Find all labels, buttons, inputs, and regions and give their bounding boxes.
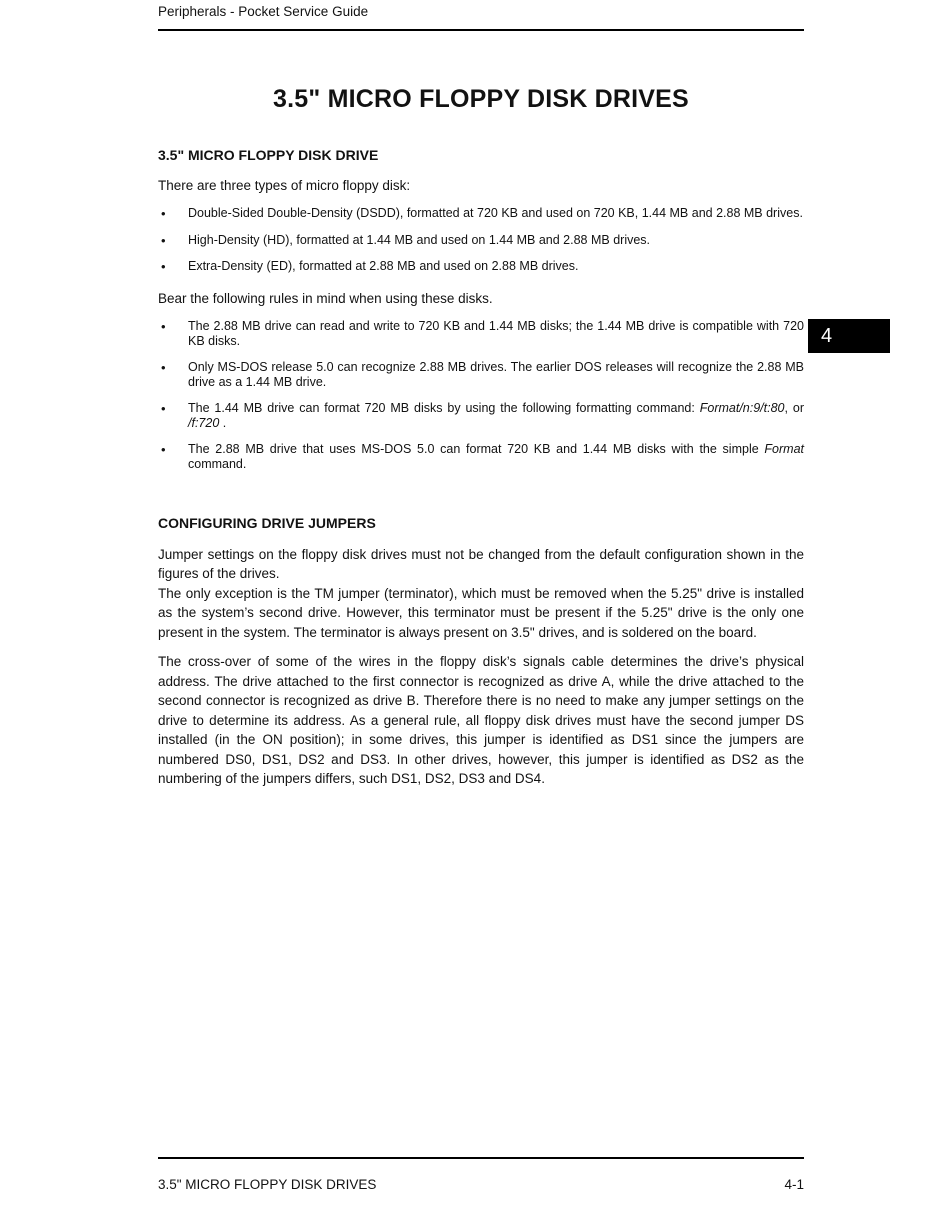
section-heading-jumpers: CONFIGURING DRIVE JUMPERS [158,514,376,531]
page-footer [158,1157,804,1193]
page-number: 4-1 [784,1177,804,1192]
disk-type-list [158,206,804,276]
rules-intro-text: Bear the following rules in mind when using these disks. [158,290,493,306]
list-item-text [188,401,804,432]
format-command: Format/n:9/t:80 [699,400,785,415]
format-command: /f:720 [188,416,220,430]
chapter-number: 4 [821,324,833,347]
rule-text: , or [784,400,804,415]
list-item-text: Extra-Density (ED), formatted at 2.88 MB and used on 2.88 MB drives. [188,259,579,273]
list-item-text: High-Density (HD), formatted at 1.44 MB and used on 1.44 MB and 2.88 MB drives. [188,232,651,247]
bullet-icon [158,442,188,473]
list-item [158,442,804,473]
bullet-icon [158,206,188,223]
list-item-text: The 2.88 MB drive can read and write to 720 KB and 1.44 MB disks; the 1.44 MB drive is compatible with 720 KB disks. [188,318,804,348]
page-content [158,0,804,789]
page-title: 3.5" MICRO FLOPPY DISK DRIVES [273,85,689,113]
rule-text: The 1.44 MB drive can format 720 MB disks by using the following formatting command: [188,400,700,415]
format-command: Format [764,441,804,456]
paragraph: The cross-over of some of the wires in the floppy disk’s signals cable determines the drive’s physical address. The drive attached to the first connector is recognized as drive A, while the drive attached to the second connector is recognized as drive B. Therefore there is no need to make any jumper settings on the drive to determine its address. As a general rule, all floppy disk drives must have the second jumper DS installed (in the ON position); in some drives, this jumper is identified as DS1 since the jumpers are numbered DS0, DS1, DS2 and DS3. In other drives, however, this jumper is identified as DS2 as the numbering of the jumpers differs, such DS1, DS2, DS3 and DS4. [158,654,804,786]
paragraph: The only exception is the TM jumper (terminator), which must be removed when the 5.25" drive is installed as the system’s second drive. However, this terminator must be present if the 5.25" drive is the only one present in the system. The terminator is always present on 3.5" drives, and is soldered on the board. [158,585,804,640]
list-item [158,259,804,276]
footer-title: 3.5" MICRO FLOPPY DISK DRIVES [158,1177,377,1192]
paragraph: Jumper settings on the floppy disk drives must not be changed from the default configuration shown in the figures of the drives. [158,546,804,581]
chapter-tab [808,319,890,353]
section-heading-disk-types: 3.5" MICRO FLOPPY DISK DRIVE [158,147,379,163]
list-item [158,401,804,432]
bullet-icon [158,319,188,350]
list-item-text [188,442,804,473]
list-item [158,206,804,223]
bullet-icon [158,233,188,250]
rules-list [158,319,804,473]
rule-text: command. [188,457,247,471]
intro-text: There are three types of micro floppy disk: [158,178,411,193]
bullet-icon [158,259,188,276]
list-item [158,360,804,391]
footer-rule [158,1157,804,1159]
bullet-icon [158,401,188,432]
list-item-text: Only MS-DOS release 5.0 can recognize 2.88 MB drives. The earlier DOS releases will recognize the 2.88 MB drive as a 1.44 MB drive. [188,359,804,389]
rule-text: The 2.88 MB drive that uses MS-DOS 5.0 can format 720 KB and 1.44 MB disks with the simple [188,441,765,456]
header-rule [158,29,804,31]
running-header: Peripherals - Pocket Service Guide [158,4,369,19]
rule-text: . [219,416,227,430]
list-item [158,233,804,250]
list-item [158,319,804,350]
list-item-text: Double-Sided Double-Density (DSDD), formatted at 720 KB and used on 720 KB, 1.44 MB and 2.88 MB drives. [188,206,803,220]
bullet-icon [158,360,188,391]
